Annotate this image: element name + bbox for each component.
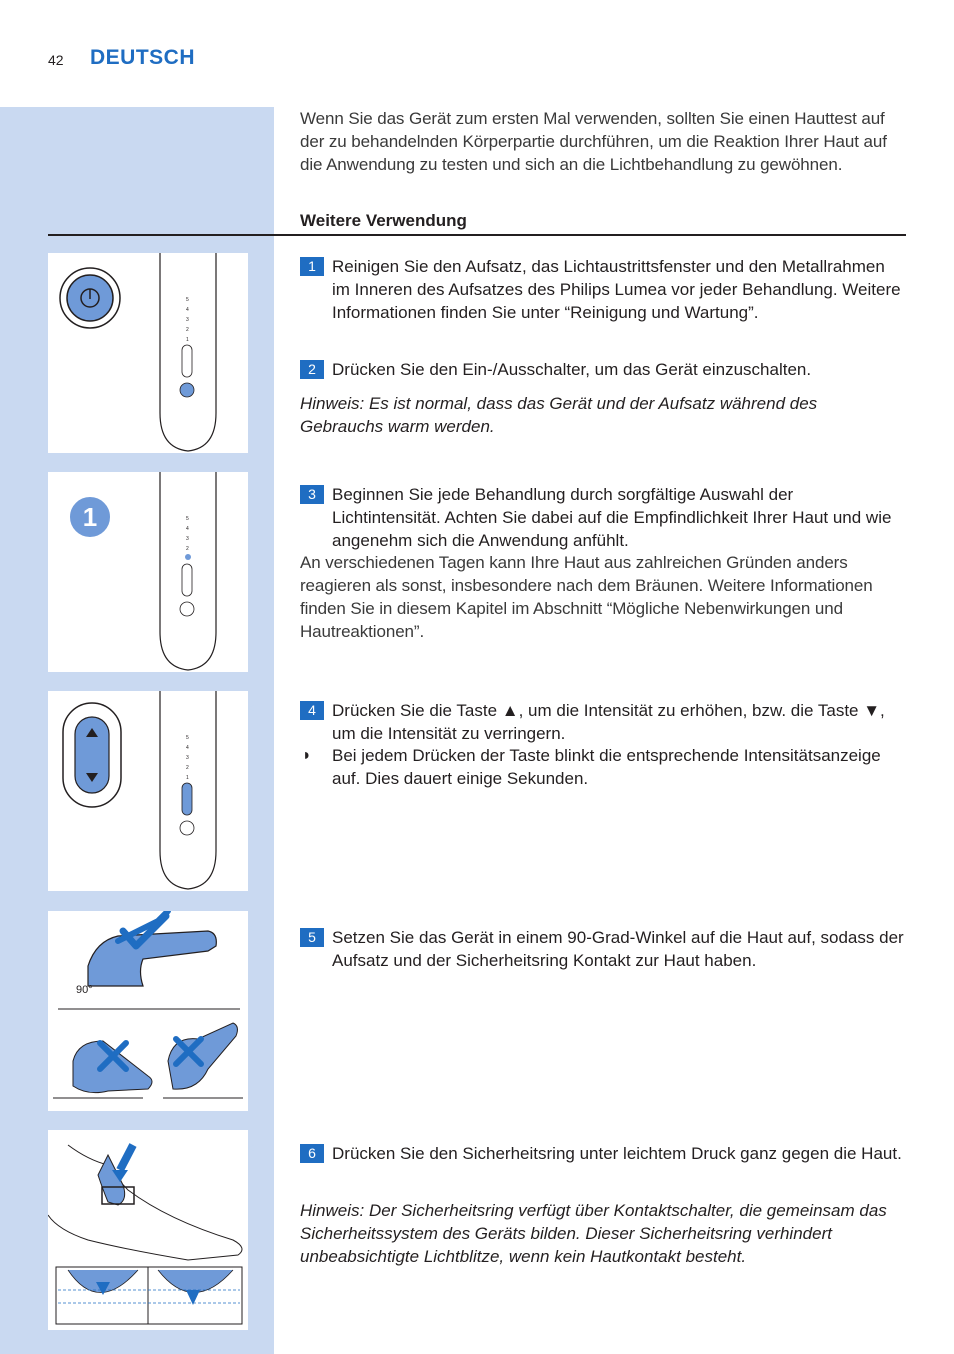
figure-safety-ring — [48, 1130, 248, 1330]
step-3-extra: An verschiedenen Tagen kann Ihre Haut aus zahlreichen Gründen anders reagieren als sonst, insbesondere nach dem Bräunen. Weitere Informationen finden Sie in diesem Kapitel im Abschnitt “Mögliche Nebenwirkungen und Hautreaktionen”. — [300, 553, 873, 641]
svg-text:3: 3 — [186, 755, 189, 761]
step-number-badge: 6 — [300, 1144, 324, 1163]
step-number-badge: 4 — [300, 701, 324, 720]
figure-pointer — [248, 916, 272, 940]
figure-pointer — [248, 355, 272, 379]
step-6 — [300, 1142, 905, 1165]
step-4 — [300, 699, 905, 745]
step-number-badge: 5 — [300, 928, 324, 947]
step-text: Drücken Sie den Ein-/Ausschalter, um das Gerät einzuschalten. — [332, 360, 812, 379]
svg-text:2: 2 — [186, 327, 189, 333]
step-4-bullet — [300, 744, 905, 790]
bullet-text: Bei jedem Drücken der Taste blinkt die entsprechende Intensitätsanzeige auf. Dies dauert einige Sekunden. — [332, 746, 881, 788]
intro-paragraph: Wenn Sie das Gerät zum ersten Mal verwenden, sollten Sie einen Hauttest auf der zu behandelnden Körperpartie durchführen, um die Reaktion Ihrer Haut auf die Anwendung zu testen und sich an die Lichtbehandlung zu gewöhnen. — [300, 109, 887, 174]
figure-intensity-buttons — [48, 691, 248, 891]
svg-text:3: 3 — [186, 317, 189, 323]
svg-text:4: 4 — [186, 307, 189, 313]
step-text: Beginnen Sie jede Behandlung durch sorgfältige Auswahl der Lichtintensität. Achten Sie dabei auf die Empfindlichkeit Ihrer Haut und wie angenehm sich die Anwendung anfühlt. — [332, 485, 892, 550]
figure-callout-number: 1 — [82, 502, 98, 532]
step-1 — [300, 255, 905, 324]
step-number-badge: 3 — [300, 485, 324, 504]
figure-intensity-select — [48, 472, 248, 672]
svg-text:3: 3 — [186, 536, 189, 542]
svg-text:2: 2 — [186, 546, 189, 552]
step-number-badge: 1 — [300, 257, 324, 276]
svg-text:4: 4 — [186, 745, 189, 751]
language-heading: DEUTSCH — [90, 46, 196, 69]
svg-text:5: 5 — [186, 735, 189, 741]
svg-text:1: 1 — [186, 337, 189, 343]
figure-power-button — [48, 253, 248, 453]
note-safety-ring: Hinweis: Der Sicherheitsring verfügt über Kontaktschalter, die gemeinsam das Sicherheitssystem des Geräts bilden. Dieser Sicherheitsring verhindert unbeabsichtigte Lichtblitze, wenn kein Hautkontakt besteht. — [300, 1201, 887, 1266]
svg-text:2: 2 — [186, 765, 189, 771]
angle-label: 90° — [76, 984, 93, 996]
svg-text:5: 5 — [186, 516, 189, 522]
step-text: Drücken Sie den Sicherheitsring unter leichtem Druck ganz gegen die Haut. — [332, 1144, 902, 1163]
bullet-icon: ◗ — [302, 747, 312, 764]
figure-pointer — [248, 696, 272, 720]
section-divider — [48, 234, 906, 236]
step-text: Setzen Sie das Gerät in einem 90-Grad-Winkel auf die Haut auf, sodass der Aufsatz und der Sicherheitsring Kontakt zur Haut haben. — [332, 928, 904, 970]
svg-text:4: 4 — [186, 526, 189, 532]
section-heading: Weitere Verwendung — [300, 211, 467, 230]
page-number: 42 — [48, 52, 64, 68]
step-3 — [300, 483, 905, 552]
note-warm-device: Hinweis: Es ist normal, dass das Gerät und der Aufsatz während des Gebrauchs warm werden. — [300, 394, 818, 436]
figure-pointer — [248, 1136, 272, 1160]
step-2 — [300, 358, 905, 381]
svg-text:1: 1 — [186, 775, 189, 781]
step-5 — [300, 926, 905, 972]
step-text: Reinigen Sie den Aufsatz, das Lichtaustrittsfenster und den Metallrahmen im Inneren des Aufsatzes des Philips Lumea vor jeder Behandlung. Weitere Informationen finden Sie unter “Reinigung und Wartung”. — [332, 257, 901, 322]
figure-pointer — [248, 480, 272, 504]
step-text: Drücken Sie die Taste ▲, um die Intensität zu erhöhen, bzw. die Taste ▼, um die Intensität zu verringern. — [332, 701, 885, 743]
figure-angle-placement — [48, 911, 248, 1111]
step-number-badge: 2 — [300, 360, 324, 379]
svg-text:5: 5 — [186, 297, 189, 303]
